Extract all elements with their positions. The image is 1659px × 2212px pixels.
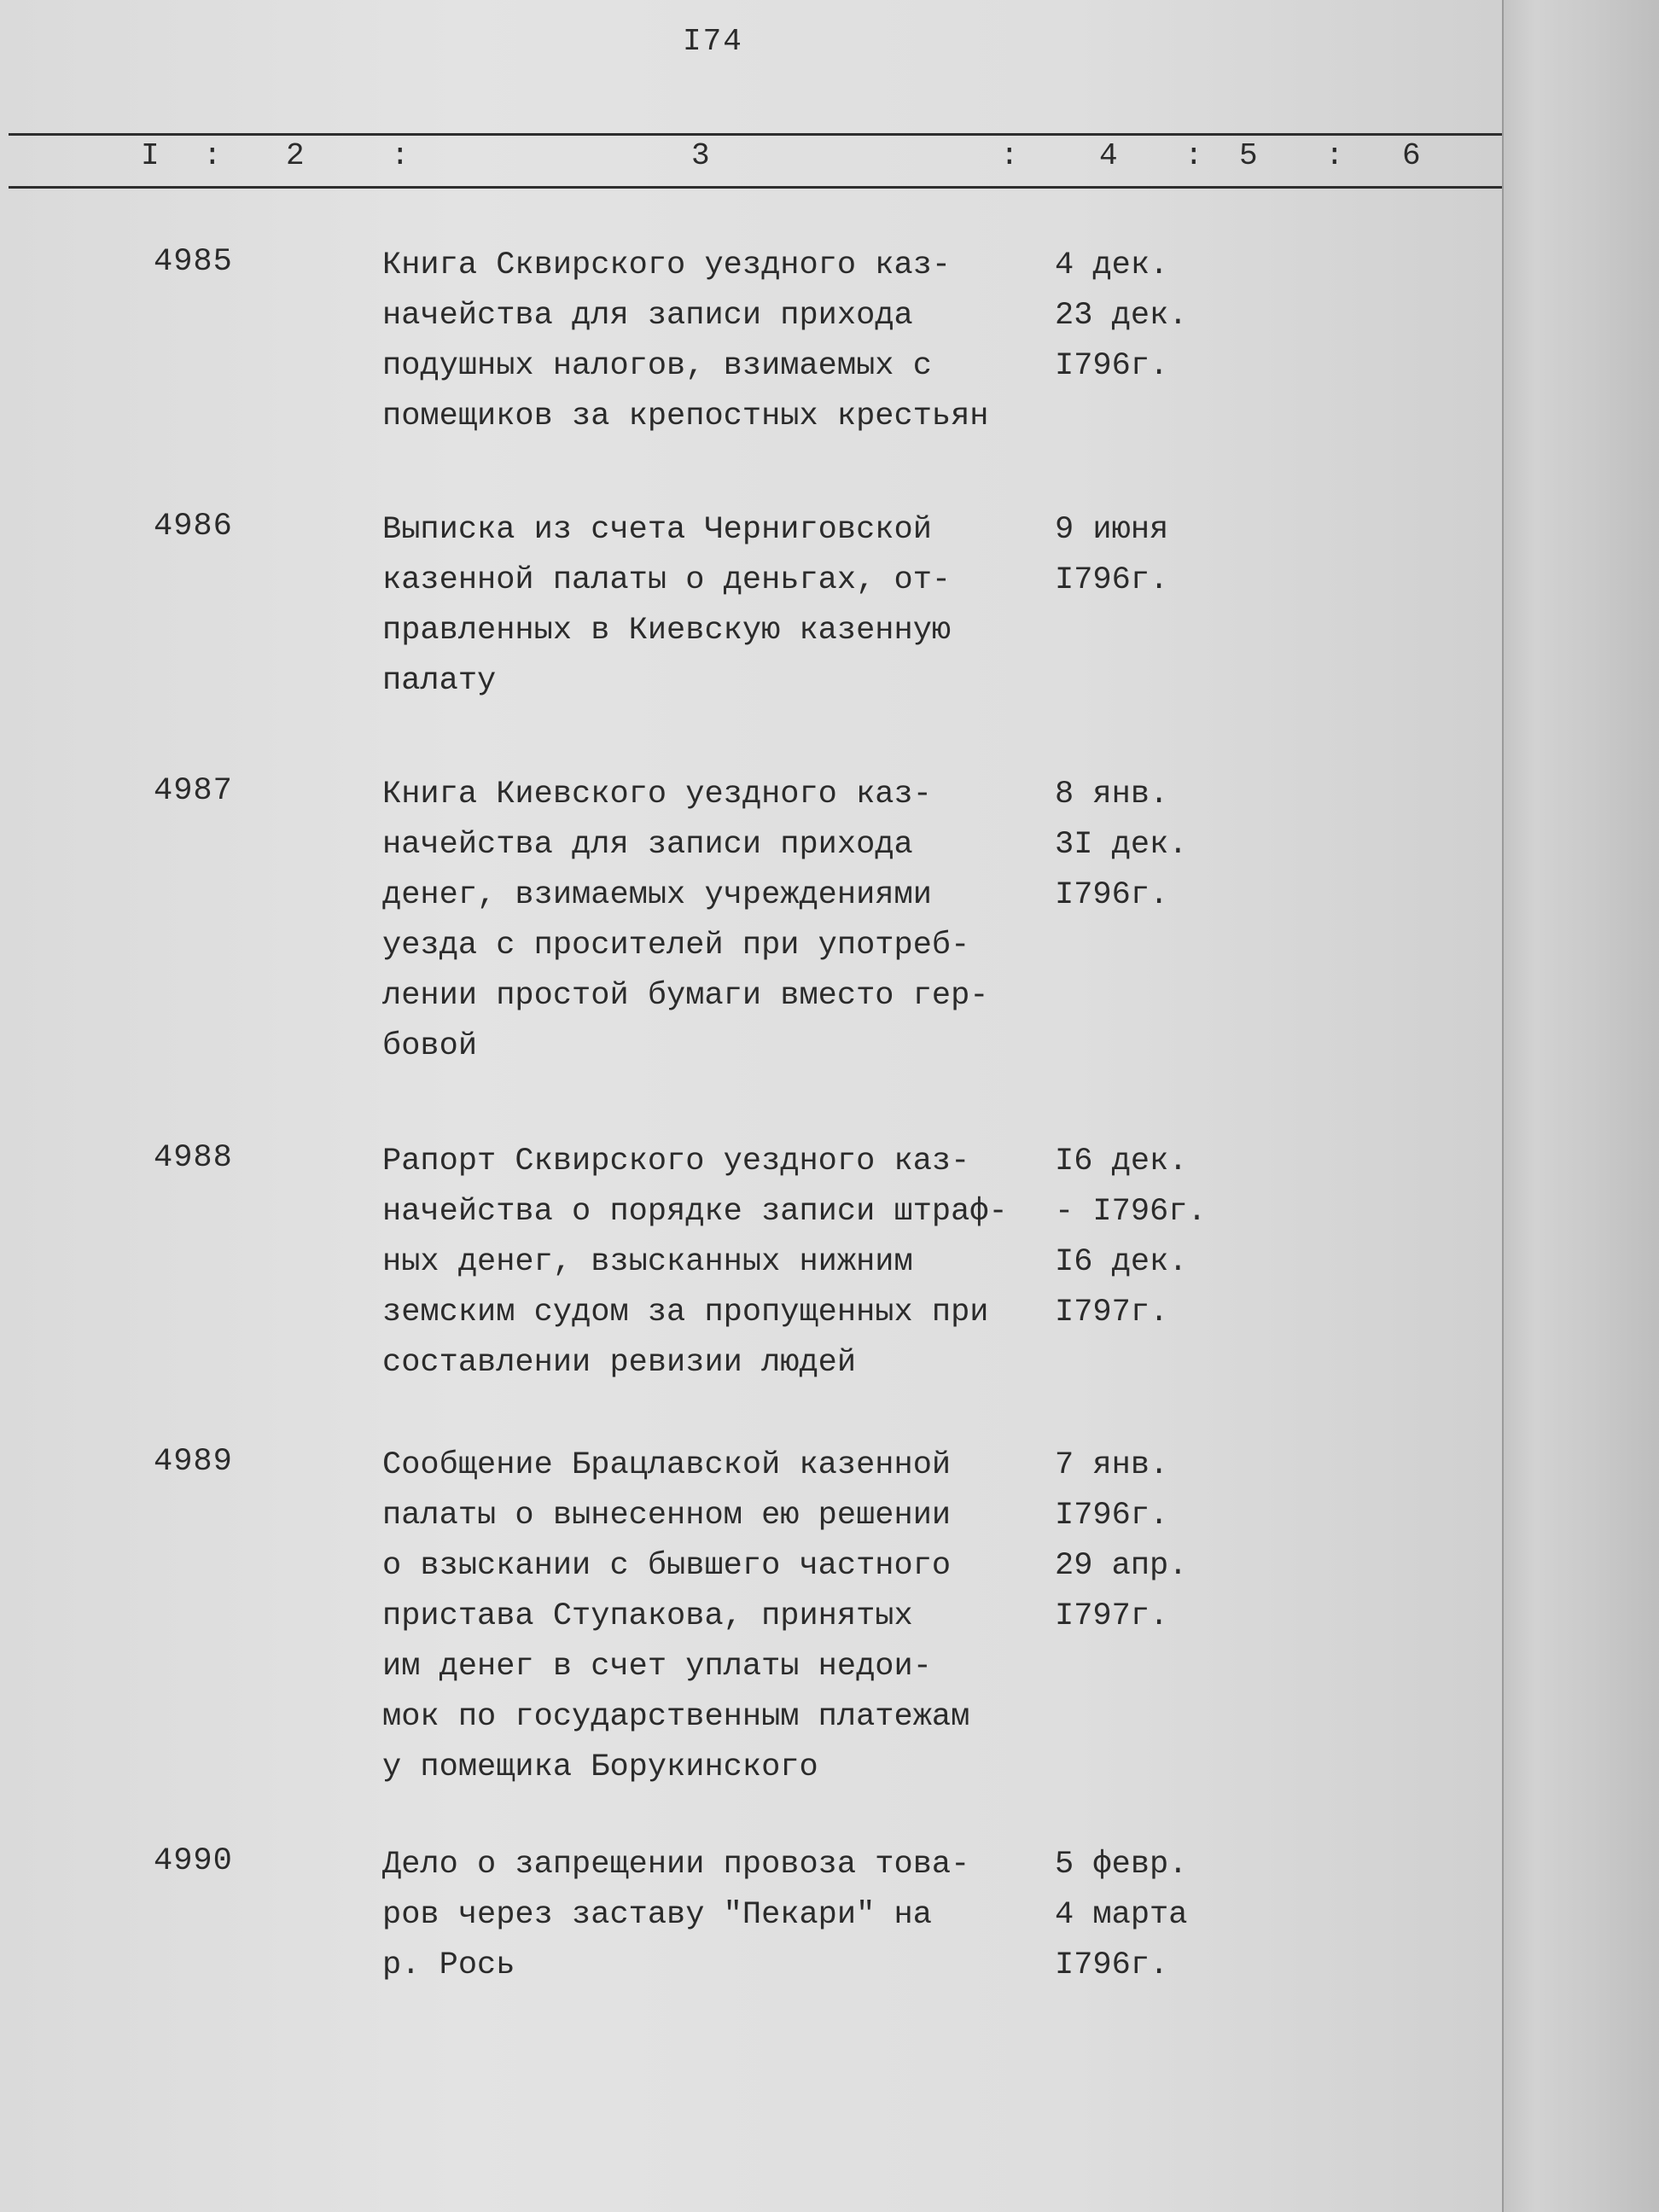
column-number-2: 2 bbox=[286, 138, 305, 173]
column-number-6: 6 bbox=[1402, 138, 1421, 173]
column-separator: : bbox=[391, 138, 410, 173]
column-separator: : bbox=[1185, 138, 1203, 173]
page-edge-binding bbox=[1502, 0, 1659, 2212]
entry-dates: 9 июня I796г. bbox=[1055, 512, 1169, 598]
entry-number: 4988 bbox=[154, 1140, 233, 1176]
column-number-3: 3 bbox=[691, 138, 710, 173]
entry-description: Рапорт Сквирского уездного каз- начейства о порядке записи штраф- ных денег, взысканных нижним земским судом за пропущенных при составлении ревизии людей bbox=[382, 1144, 1008, 1381]
entry-number: 4990 bbox=[154, 1843, 233, 1879]
column-number-1: I bbox=[141, 138, 160, 173]
entry-description: Сообщение Брацлавской казенной палаты о вынесенном ею решении о взыскании с бывшего частного пристава Ступакова, принятых им денег в счет уплаты недои- мок по государственным платежам у помещика Борукинского bbox=[382, 1447, 970, 1785]
entry-number: 4989 bbox=[154, 1444, 233, 1480]
entry-dates: 5 февр. 4 марта I796г. bbox=[1055, 1847, 1188, 1983]
entry-dates: 7 янв. I796г. 29 апр. I797г. bbox=[1055, 1447, 1188, 1634]
entry-number: 4986 bbox=[154, 509, 233, 544]
table-header-top-rule bbox=[9, 133, 1506, 136]
entry-dates: I6 дек. - I796г. I6 дек. I797г. bbox=[1055, 1144, 1207, 1330]
entry-description: Книга Киевского уездного каз- начейства для записи прихода денег, взимаемых учреждениями уезда с просителей при употреб- лении простой бумаги вместо гер- бовой bbox=[382, 777, 989, 1064]
column-number-5: 5 bbox=[1239, 138, 1258, 173]
column-separator: : bbox=[1325, 138, 1344, 173]
entry-dates: 4 дек. 23 дек. I796г. bbox=[1055, 247, 1188, 384]
column-separator: : bbox=[203, 138, 222, 173]
table-header-bottom-rule bbox=[9, 186, 1511, 189]
entry-dates: 8 янв. 3I дек. I796г. bbox=[1055, 777, 1188, 913]
entry-description: Дело о запрещении провоза това- ров через заставу "Пекари" на р. Рось bbox=[382, 1847, 970, 1983]
column-number-4: 4 bbox=[1099, 138, 1118, 173]
entry-description: Выписка из счета Черниговской казенной палаты о деньгах, от- правленных в Киевскую казенную палату bbox=[382, 512, 952, 699]
page-number: I74 bbox=[683, 24, 743, 59]
column-separator: : bbox=[1000, 138, 1019, 173]
entry-description: Книга Сквирского уездного каз- начейства для записи прихода подушных налогов, взимаемых с помещиков за крепостных крестьян bbox=[382, 247, 989, 434]
entry-number: 4985 bbox=[154, 244, 233, 280]
entry-number: 4987 bbox=[154, 773, 233, 809]
